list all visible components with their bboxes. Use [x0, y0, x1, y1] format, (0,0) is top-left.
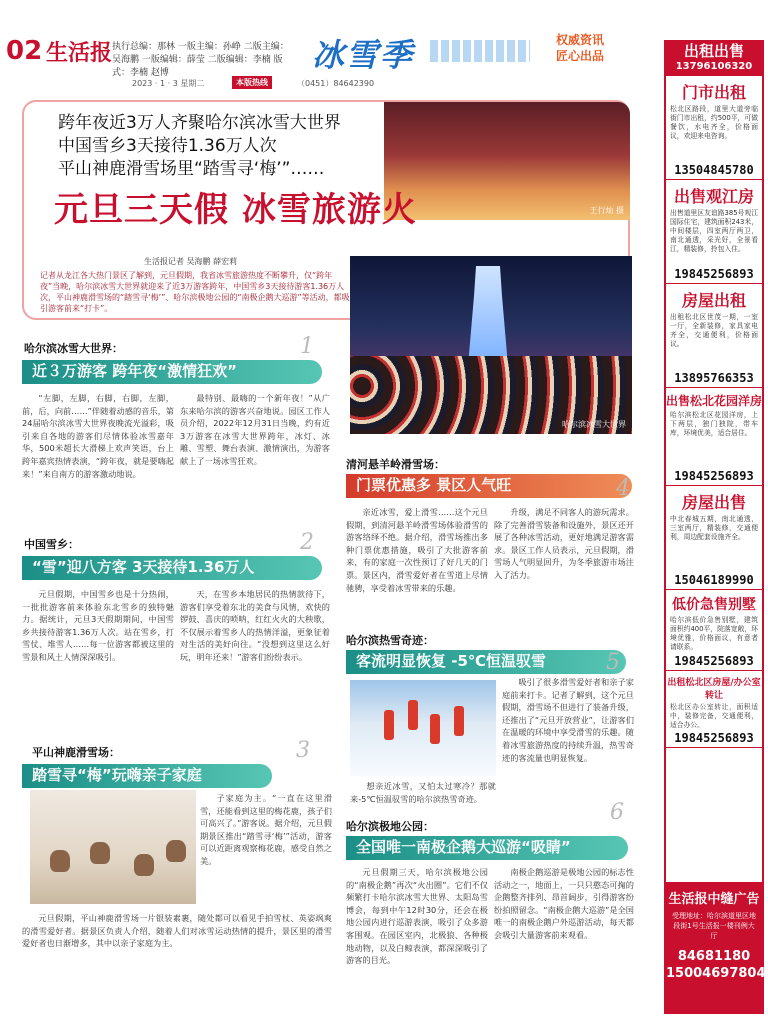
section-number: 3: [296, 738, 310, 763]
section-4-col-a: 亲近冰雪，爱上滑雪……这个元旦假期，到清河悬羊岭滑雪场体验滑雪的游客络绎不绝。据介绍，滑雪场推出多种门票优惠措施，吸引了大批游客前来，有的家庭一次性预订了好几天的门票。景区内，滑雪爱好者在雪道上尽情驰骋，享受着冰雪带来的乐趣。: [346, 507, 488, 593]
section-1-col-a: “左脚，左脚，右脚，右脚，左脚，前，后，向前……”伴随着动感的音乐，第24届哈尔滨冰雪大世界夜晚流光溢彩，吸引来自各地的游客们尽情体验冰雪嘉年华，500米超长大滑梯上欢声笑语，台上跨年嘉宾热情表演，“跨年夜，就是要嗨起来！”来自南方的游客激动地说。: [22, 393, 174, 479]
section-2-title: “雪”迎八方客 3天接待1.36万人: [22, 556, 322, 580]
section-3-label: 平山神鹿滑雪场：: [32, 746, 120, 759]
classified-ad: 低价急售别墅 哈尔滨低价急售别墅，建筑面积约400平，院落宽敞，环境优雅，价格面议，有意者请联系。 19845256893: [666, 594, 762, 671]
section-title: 冰雪季: [312, 36, 415, 74]
page-number: 02: [6, 36, 43, 66]
section-5-col-b: 吸引了很多滑雪爱好者和亲子家庭前来打卡。记者了解到，这个元旦假期，滑雪场不但进行了装备升级，还推出了“元旦开放营业”，让游客们在温暖的环境中享受滑雪的乐趣。随着冰雪旅游热度的持续升温，热雪奇迹的客流量也明显恢复。: [502, 677, 634, 763]
photo-caption: 哈尔滨冰雪大世界: [562, 420, 626, 429]
section-6-col-b: 南极企鹅巡游是极地公园的标志性活动之一，地面上，一只只憨态可掬的企鹅整齐排列、昂首阔步，引得游客纷纷拍照留念。“南极企鹅大巡游”是全国唯一的南极企鹅户外巡游活动，每天都会吸引大量游客前来观看。: [494, 867, 634, 940]
slogan: 权威资讯 匠心出品: [556, 33, 605, 63]
classified-ad: 出售松北花园洋房 哈尔滨松北区花园洋房，上下两层，独门独院，带车库，环境优美，适合居住。 19845256893: [666, 392, 762, 486]
classified-ad: 门市出租 松北区路段，道里大道旁临街门市出租，约500平，可做餐饮，水电齐全，价格面议，欢迎来电咨询。 13504845780: [666, 80, 762, 180]
section-1-col-b: 最特别、最嗨的一个新年夜！”从广东来哈尔滨的游客兴奋地说。园区工作人员介绍，2022年12月31日当晚，约有近3万游客在冰雪大世界跨年，冰灯、冰雕、雪塑、舞台表演、激情演出，为游客献上了一场冰雪狂欢。: [180, 393, 330, 466]
classifieds-header: 出租出售 13796106320: [666, 42, 762, 76]
deer-photo: [30, 790, 196, 904]
hotline-number: （0451）84642390: [297, 79, 375, 88]
classified-ad: 房屋出售 中北春城五期，南北通透，三室两厅，精装修，交通便利，周边配套设施齐全。 15046189990: [666, 490, 762, 590]
section-5-title: 客流明显恢复 -5℃恒温驭雪: [346, 650, 626, 674]
ice-castle-shape: [468, 266, 508, 366]
section-6-label: 哈尔滨极地公园：: [346, 820, 434, 833]
section-6-title: 全国唯一南极企鹅大巡游“吸睛”: [346, 836, 628, 860]
section-3-col-a: 元旦假期，平山神鹿滑雪场一片银装素裹，随处都可以看见手拍雪杖、英姿飒爽的滑雪爱好者。据景区负责人介绍，随着人们对冰雪运动热情的提升，景区里的滑雪爱好者也日渐增多，其中以亲子家庭为主。: [22, 913, 332, 949]
section-4-col-b: 升级，满足不同客人的游玩需求。除了完善滑雪装备和设施外，景区还开展了各种冰雪活动，更好地满足游客需求。景区工作人员表示，元旦假期，滑雪场人气明显回升，为冬季旅游市场注入了活力。: [494, 507, 634, 580]
section-number: 4: [616, 476, 630, 501]
section-3-title: 踏雪寻“梅”玩嗨亲子家庭: [22, 764, 272, 788]
dateline: [112, 76, 582, 90]
intro-text: 记者从龙江各大热门景区了解到，元旦假期，我省冰雪旅游热度不断攀升，仅“跨年夜”当晚，哈尔滨冰雪大世界就迎来了近3万游客跨年，中国雪乡3天接待游客1.36万人次，平山神鹿滑雪场的“踏雪寻‘梅’”、哈尔滨极地公园的“南极企鹅大巡游”等活动，都吸引游客前来“打卡”。: [40, 271, 350, 313]
section-number: 2: [300, 530, 314, 555]
byline: 生活报记者 吴海鹏 薛宏莉: [144, 257, 238, 266]
section-number: 1: [300, 334, 314, 359]
classified-ad: 出租松北区房屋/办公室转让 松北区办公室转让，面积适中，装修完备，交通便利，适合办公。 19845256893: [666, 675, 762, 748]
hotline-badge: 本版热线: [232, 76, 272, 89]
section-number: 5: [606, 650, 620, 675]
ski-photo: [350, 680, 496, 776]
lead-photo: [384, 102, 630, 220]
decorative-stripes: [430, 40, 530, 62]
photo-caption: 王行灿 摄: [589, 206, 624, 215]
section-5-label: 哈尔滨热雪奇迹：: [346, 634, 434, 647]
section-2-label: 中国雪乡：: [24, 538, 79, 551]
section-2-col-a: 元旦假期，中国雪乡也是十分热闹，一批批游客前来体验东北雪乡的独特魅力。据统计，元旦3天假期期间，中国雪乡共接待游客1.36万人次。站在雪乡，打雪仗、堆雪人……每一位游客都被这里的雪景和风土人情深深吸引。: [22, 589, 174, 662]
section-1-label: 哈尔滨冰雪大世界：: [24, 342, 123, 355]
paper-logo: 生活报: [46, 40, 113, 66]
section-number: 6: [610, 800, 624, 825]
section-5-col-a: 想亲近冰雪，又怕太过寒冷？那就来-5℃恒温驭雪的哈尔滨热雪奇迹。: [350, 781, 496, 804]
section-2-col-b: 天，在雪乡本地居民的热情款待下，游客们享受着东北的美食与风情，欢快的锣鼓、喜庆的唢呐，红红火火的大秧歌，不仅展示着雪乡人的热情洋溢，更象征着对生活的美好向往。“没想到这里这么好玩，明年还来！”游客们纷纷表示。: [180, 589, 330, 662]
section-1-title: 近３万游客 跨年夜“激情狂欢”: [22, 360, 322, 384]
section-3-col-b: 子家庭为主。“一直在这里滑雪，还能看到这里的梅花鹿，孩子们可高兴了。”游客说。据介绍，元旦假期景区推出“踏雪寻‘梅’”活动，游客可以近距离观察梅花鹿，感受自然之美。: [200, 793, 332, 866]
classified-ad: 出售观江房 出售道里区友谊路385号观江国际住宅，建筑面积243米，中间楼层，四室两厅两卫，南北通透，采光好，全景看江，精装修，拎包入住。 19845256893: [666, 184, 762, 284]
lead-headline: 元旦三天假 冰雪旅游火: [54, 190, 417, 230]
editor-credits: 执行总编：那林 一版主编：孙峥 二版主编：吴海鹏 一版编辑：薛莹 二版编辑：李楠 版式：李楠 赵博: [112, 42, 289, 78]
section-4-title: 门票优惠多 景区人气旺: [346, 474, 632, 498]
ice-world-photo: [350, 256, 632, 434]
section-4-label: 清河悬羊岭滑雪场：: [346, 458, 445, 471]
lead-subheads: 跨年夜近3万人齐聚哈尔滨冰雪大世界 中国雪乡3天接待1.36万人次 平山神鹿滑雪场里“踏雪寻‘梅’”……: [58, 113, 341, 179]
classifieds-sidebar: [664, 40, 764, 1014]
issue-date: 2023 · 1 · 3 星期二: [132, 79, 205, 88]
section-6-col-a: 元旦假期三天，哈尔滨极地公园的“南极企鹅”再次“火出圈”。它们不仅频繁打卡哈尔滨冰雪大世界、太阳岛雪博会，每到中午12时30分，还会在极地公园内进行巡游表演，吸引了众多游客围观。在园区室内，北极狼、各种极地动物，以及白鲸表演，都深深吸引了游客的目光。: [346, 867, 488, 966]
classified-ad: 房屋出租 出租松北区世茂一期，一室一厅，全新装修，家具家电齐全，交通便利，价格面议。 13895766353: [666, 288, 762, 388]
classifieds-footer: 生活报中缝广告 受理地址：哈尔滨道里区地段街1号生活报一楼刊例大厅 84681180 15004697804: [666, 882, 762, 1012]
masthead: [0, 0, 660, 88]
